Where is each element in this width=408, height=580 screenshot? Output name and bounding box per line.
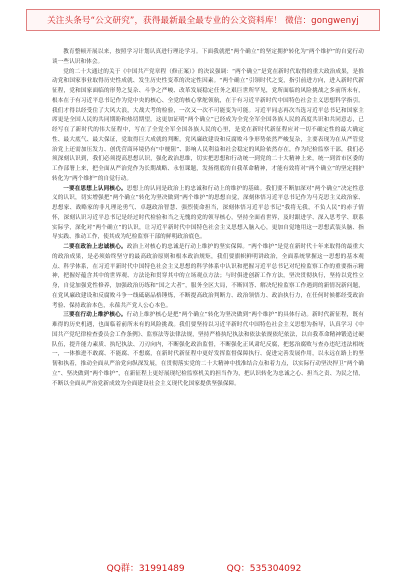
paragraph: 二要在政治上忠诚核心。政治上对核心的忠诚是行动上维护的坚实保障。“两个维护”是党在新时代十年来取得的最重大的政治成果，是必须始终坚守的最高政治原则和根本政治规矩，我们要旗帜鲜明讲政治，全面系统掌握这一思想的基本观点、科学体系，在习近平新时代中国特色社会主义思想的科学体系中认识和把握习近平总书记对纪检监察工作的重要指示精神，把握好蕴含其中的世界观、方法论和贯穿其中的立场观点方法；与时俱进创新工作方法，坚决贯彻执行，坚持以党性立身，自觉加强党性修养，加强政治历练和“国之大者”，服务全区大局，不断回答、解决纪检监察工作遇到的新情况新问题，在党风廉政建设和反腐败斗争一线砥砺品格锤炼，不断提高政治判断力、政治领悟力、政治执行力，在任何时候都经受政治考验、保持政治本色，永葆共产党人公心本色。 [52, 244, 364, 309]
paragraph: 党的二十大通过的关于《中国共产党章程（修正案）》的决议强调：“两个确立”是党在新时代取得的重大政治成果，是推动党和国家事业取得历史性成就、发生历史性变革的决定性因素。“两个确立”引领时代之变，指引前进方向，进入新时代新征程，党和国家面临的形势之复杂、斗争之严峻、改革发展稳定任务之艰巨世所罕见，党所面临的风险挑战之多前所未有，根本在于有习近平总书记作为党中央的核心、全党的核心掌舵领航，在于有习近平新时代中国特色社会主义思想科学指引。我们才得以经受住了大风大浪，大战大考的检验，一次又一次不可能变为可能。习近平同志再次当选习近平总书记和国家主席更是全国人民的共同期盼和热切期望，这更加证明“两个确立”已经成为全党全军全国各族人民的高度共识和共同意志，已经写在了新时代的伟大征程中，写在了全党全军全国各族人民的心里，是党在新时代新征程应对一切不确定性的最大确定性、最大底气、最大保证，党取得巨大成就的判断，党风廉政建设和反腐败斗争形势依然严峻复杂，主要表现为在从严管党治党上还需加压发力、创优营商环境仍有“中梗阻”、影响人民利益和社会稳定的风险依然存在，作为纪检监察干部，我们必须深刻认识到，我们必须提高思想认识，强化政治思维，切实把思想和行动统一到党的二十大精神上来，统一到省市区委的工作部署上来，把全面从严治党作为长期战略、永恒课题，发扬彻底的自我革命精神，才能有效将对“两个确立”的坚定拥护转化为“两个维护”的自觉行动。 [52, 68, 364, 182]
paragraph: 三要在行动上维护核心。行动上维护核心是把“两个确立”转化为坚决做到“两个维护”的具体行动。新时代新征程，既有难得的历史机遇，也面临着前所未有的风险挑战。我们要坚持以习近平新时代中国特色社会主义思想为指导，认真学习《中国共产党纪律检查委员会工作条例》、监察法等法律法规，坚持严格执纪执法和依法依规依纪依法，以自我革命精神锻造过硬队伍，提升能力素质、执纪执法、刀刃向内，不断强化政治监督，不断强化正风肃纪反腐，把惩治腐败与查办违纪违法相统一，一体推进不敢腐、不能腐、不想腐，在新时代新征程中更好发挥监督保障执行、促进完善发展作用，以永远在路上的坚韧和执着，推动全面从严治党向纵深发展，在贯彻落实党的二十大精神中找准结合点和着力点，以实际行动坚决捍卫“两个确立”、坚决做到“两个维护”，在新征程上更好展现纪检监察机关的担当作为，把认识转化为忠诚之心、担当之责、为民之情，不断以全面从严治党新成效为全面建设社会主义现代化国家提供坚强保障。 [52, 312, 364, 387]
footer-contact [0, 561, 408, 575]
section-heading: 二要在政治上忠诚核心。 [63, 244, 127, 250]
section-heading: 一要在思想上认同核心。 [63, 185, 127, 192]
document-body [52, 48, 364, 389]
paragraph: 一要在思想上认同核心。思想上的认同是政治上的忠诚和行动上的维护的基础。我们要不断加深对“两个确立”决定性意义的认识，切实增强把“两个确立”转化为坚决做到“两个维护”的思想自觉，深刻体悟习近平总书记作为马克思主义政治家、思想家、战略家的非凡理论勇气、卓越政治智慧、强烈使命担当，深刻体悟习近平总书记“我将无我，不负人民”的赤子情怀，深刻认识习近平总书记是经过时代检验和当之无愧的党的领导核心，坚持全面看世界，及时跟进学、深入思考学、联系实际学，深化对“两个确立”的认识，让习近平新时代中国特色社会主义思想入脑入心，更加自觉地用这一思想武装头脑、指导实践、推动工作，使其成为纪检监察干部的鲜明政治底色。 [52, 185, 364, 241]
section-heading: 三要在行动上维护核心。 [63, 312, 127, 319]
qq-number-text: QQ：535304092 [226, 564, 302, 574]
qq-group-text: QQ群：31991489 [106, 564, 185, 574]
top-banner: 关注头条号“公文研究”，获得最新最全最专业的公文资料库！ 微信：gongwenyj [26, 9, 380, 31]
paragraph: 教育整顿开展以来，按照学习计划认真进行理论学习。下面我就把“两个确立”的坚定拥护转化为“两个维护”的自觉行动谈一些认识和体会。 [52, 49, 364, 65]
